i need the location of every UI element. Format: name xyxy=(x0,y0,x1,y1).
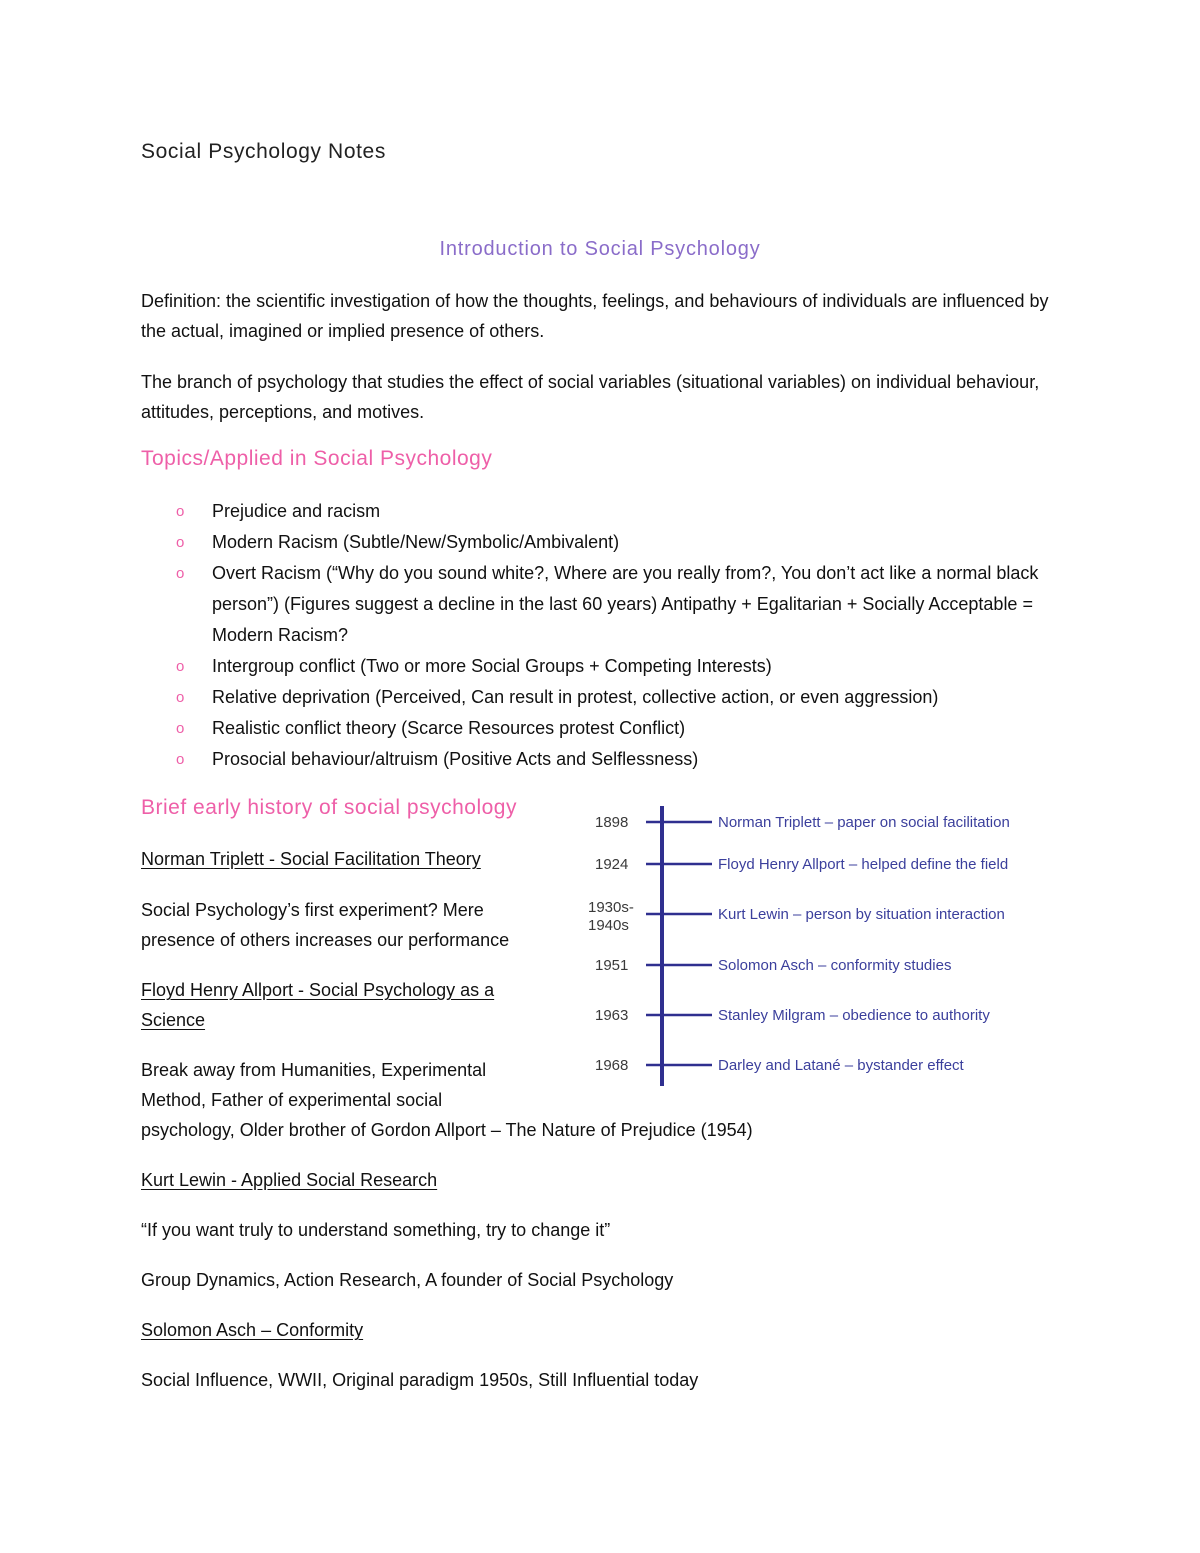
list-item: o Intergroup conflict (Two or more Social Groups + Competing Interests) xyxy=(176,651,1056,682)
triplett-text-line-1: Social Psychology’s first experiment? Mere xyxy=(141,900,484,920)
allport-heading-line-2: Science xyxy=(141,1010,206,1030)
timeline-year: 1898 xyxy=(595,814,629,831)
list-item: o Overt Racism (“Why do you sound white?, Where are you really from?, You don’t act like a normal black person”) (Figures suggest a decline in the last 60 years) Antipathy + Egalitarian + Socially Acceptable = Modern Racism? xyxy=(176,558,1056,651)
timeline-label: Norman Triplett – paper on social facilitation xyxy=(718,814,1010,831)
intro-heading: Introduction to Social Psychology xyxy=(439,238,761,260)
allport-text-line-3: psychology, Older brother of Gordon Allport – The Nature of Prejudice (1954) xyxy=(141,1120,753,1140)
timeline-year: 1968 xyxy=(595,1057,629,1074)
allport-text-line-2: Method, Father of experimental social xyxy=(141,1090,443,1110)
timeline-year: 1963 xyxy=(595,1007,629,1024)
list-item: o Prejudice and racism xyxy=(176,496,1056,527)
asch-heading: Solomon Asch – Conformity xyxy=(141,1320,364,1340)
definition-paragraph: Definition: the scientific investigation of how the thoughts, feelings, and behaviours of individuals are influenced by the actual, imagined or implied presence of others. xyxy=(141,291,1049,341)
timeline-event-1924 xyxy=(595,856,1008,873)
triplett-heading: Norman Triplett - Social Facilitation Theory xyxy=(141,849,481,869)
timeline-event-1968 xyxy=(595,1057,965,1074)
lewin-quote: “If you want truly to understand something, try to change it” xyxy=(141,1220,611,1240)
bullet-icon: o xyxy=(176,658,185,675)
timeline-label: Darley and Latané – bystander effect xyxy=(718,1057,964,1074)
topics-heading: Topics/Applied in Social Psychology xyxy=(141,447,493,470)
timeline-year-2: 1940s xyxy=(588,917,629,934)
topics-list xyxy=(176,496,1056,775)
timeline-label: Floyd Henry Allport – helped define the field xyxy=(718,856,1009,873)
document-title: Social Psychology Notes xyxy=(141,140,386,163)
lewin-text: Group Dynamics, Action Research, A founder of Social Psychology xyxy=(141,1270,674,1290)
timeline-event-1898 xyxy=(595,814,1010,831)
bullet-icon: o xyxy=(176,720,185,737)
list-item: o Realistic conflict theory (Scarce Resources protest Conflict) xyxy=(176,713,1056,744)
list-item: o Prosocial behaviour/altruism (Positive Acts and Selflessness) xyxy=(176,744,1056,775)
history-timeline xyxy=(580,800,1080,1090)
timeline-label: Solomon Asch – conformity studies xyxy=(718,957,952,974)
timeline-event-1930s xyxy=(588,899,1005,934)
allport-text-line-1: Break away from Humanities, Experimental xyxy=(141,1060,487,1080)
timeline-year: 1924 xyxy=(595,856,629,873)
bullet-icon: o xyxy=(176,565,185,582)
asch-text: Social Influence, WWII, Original paradigm 1950s, Still Influential today xyxy=(141,1370,699,1390)
timeline-event-1963 xyxy=(595,1007,990,1024)
timeline-year: 1930s- xyxy=(588,899,634,916)
history-heading: Brief early history of social psychology xyxy=(141,796,517,819)
list-item: o Modern Racism (Subtle/New/Symbolic/Ambivalent) xyxy=(176,527,1056,558)
allport-heading-line-1: Floyd Henry Allport - Social Psychology as a xyxy=(141,980,495,1000)
bullet-icon: o xyxy=(176,503,185,520)
timeline-label: Stanley Milgram – obedience to authority xyxy=(718,1007,990,1024)
branch-paragraph: The branch of psychology that studies the effect of social variables (situational variables) on individual behaviour, attitudes, perceptions, and motives. xyxy=(141,372,1040,422)
lewin-heading: Kurt Lewin - Applied Social Research xyxy=(141,1170,438,1190)
bullet-icon: o xyxy=(176,534,185,551)
timeline-year: 1951 xyxy=(595,957,629,974)
bullet-icon: o xyxy=(176,751,185,768)
list-item: o Relative deprivation (Perceived, Can result in protest, collective action, or even aggression) xyxy=(176,682,1056,713)
timeline-event-1951 xyxy=(595,957,951,974)
bullet-icon: o xyxy=(176,689,185,706)
timeline-label: Kurt Lewin – person by situation interaction xyxy=(718,906,1005,923)
triplett-text-line-2: presence of others increases our performance xyxy=(141,930,510,950)
